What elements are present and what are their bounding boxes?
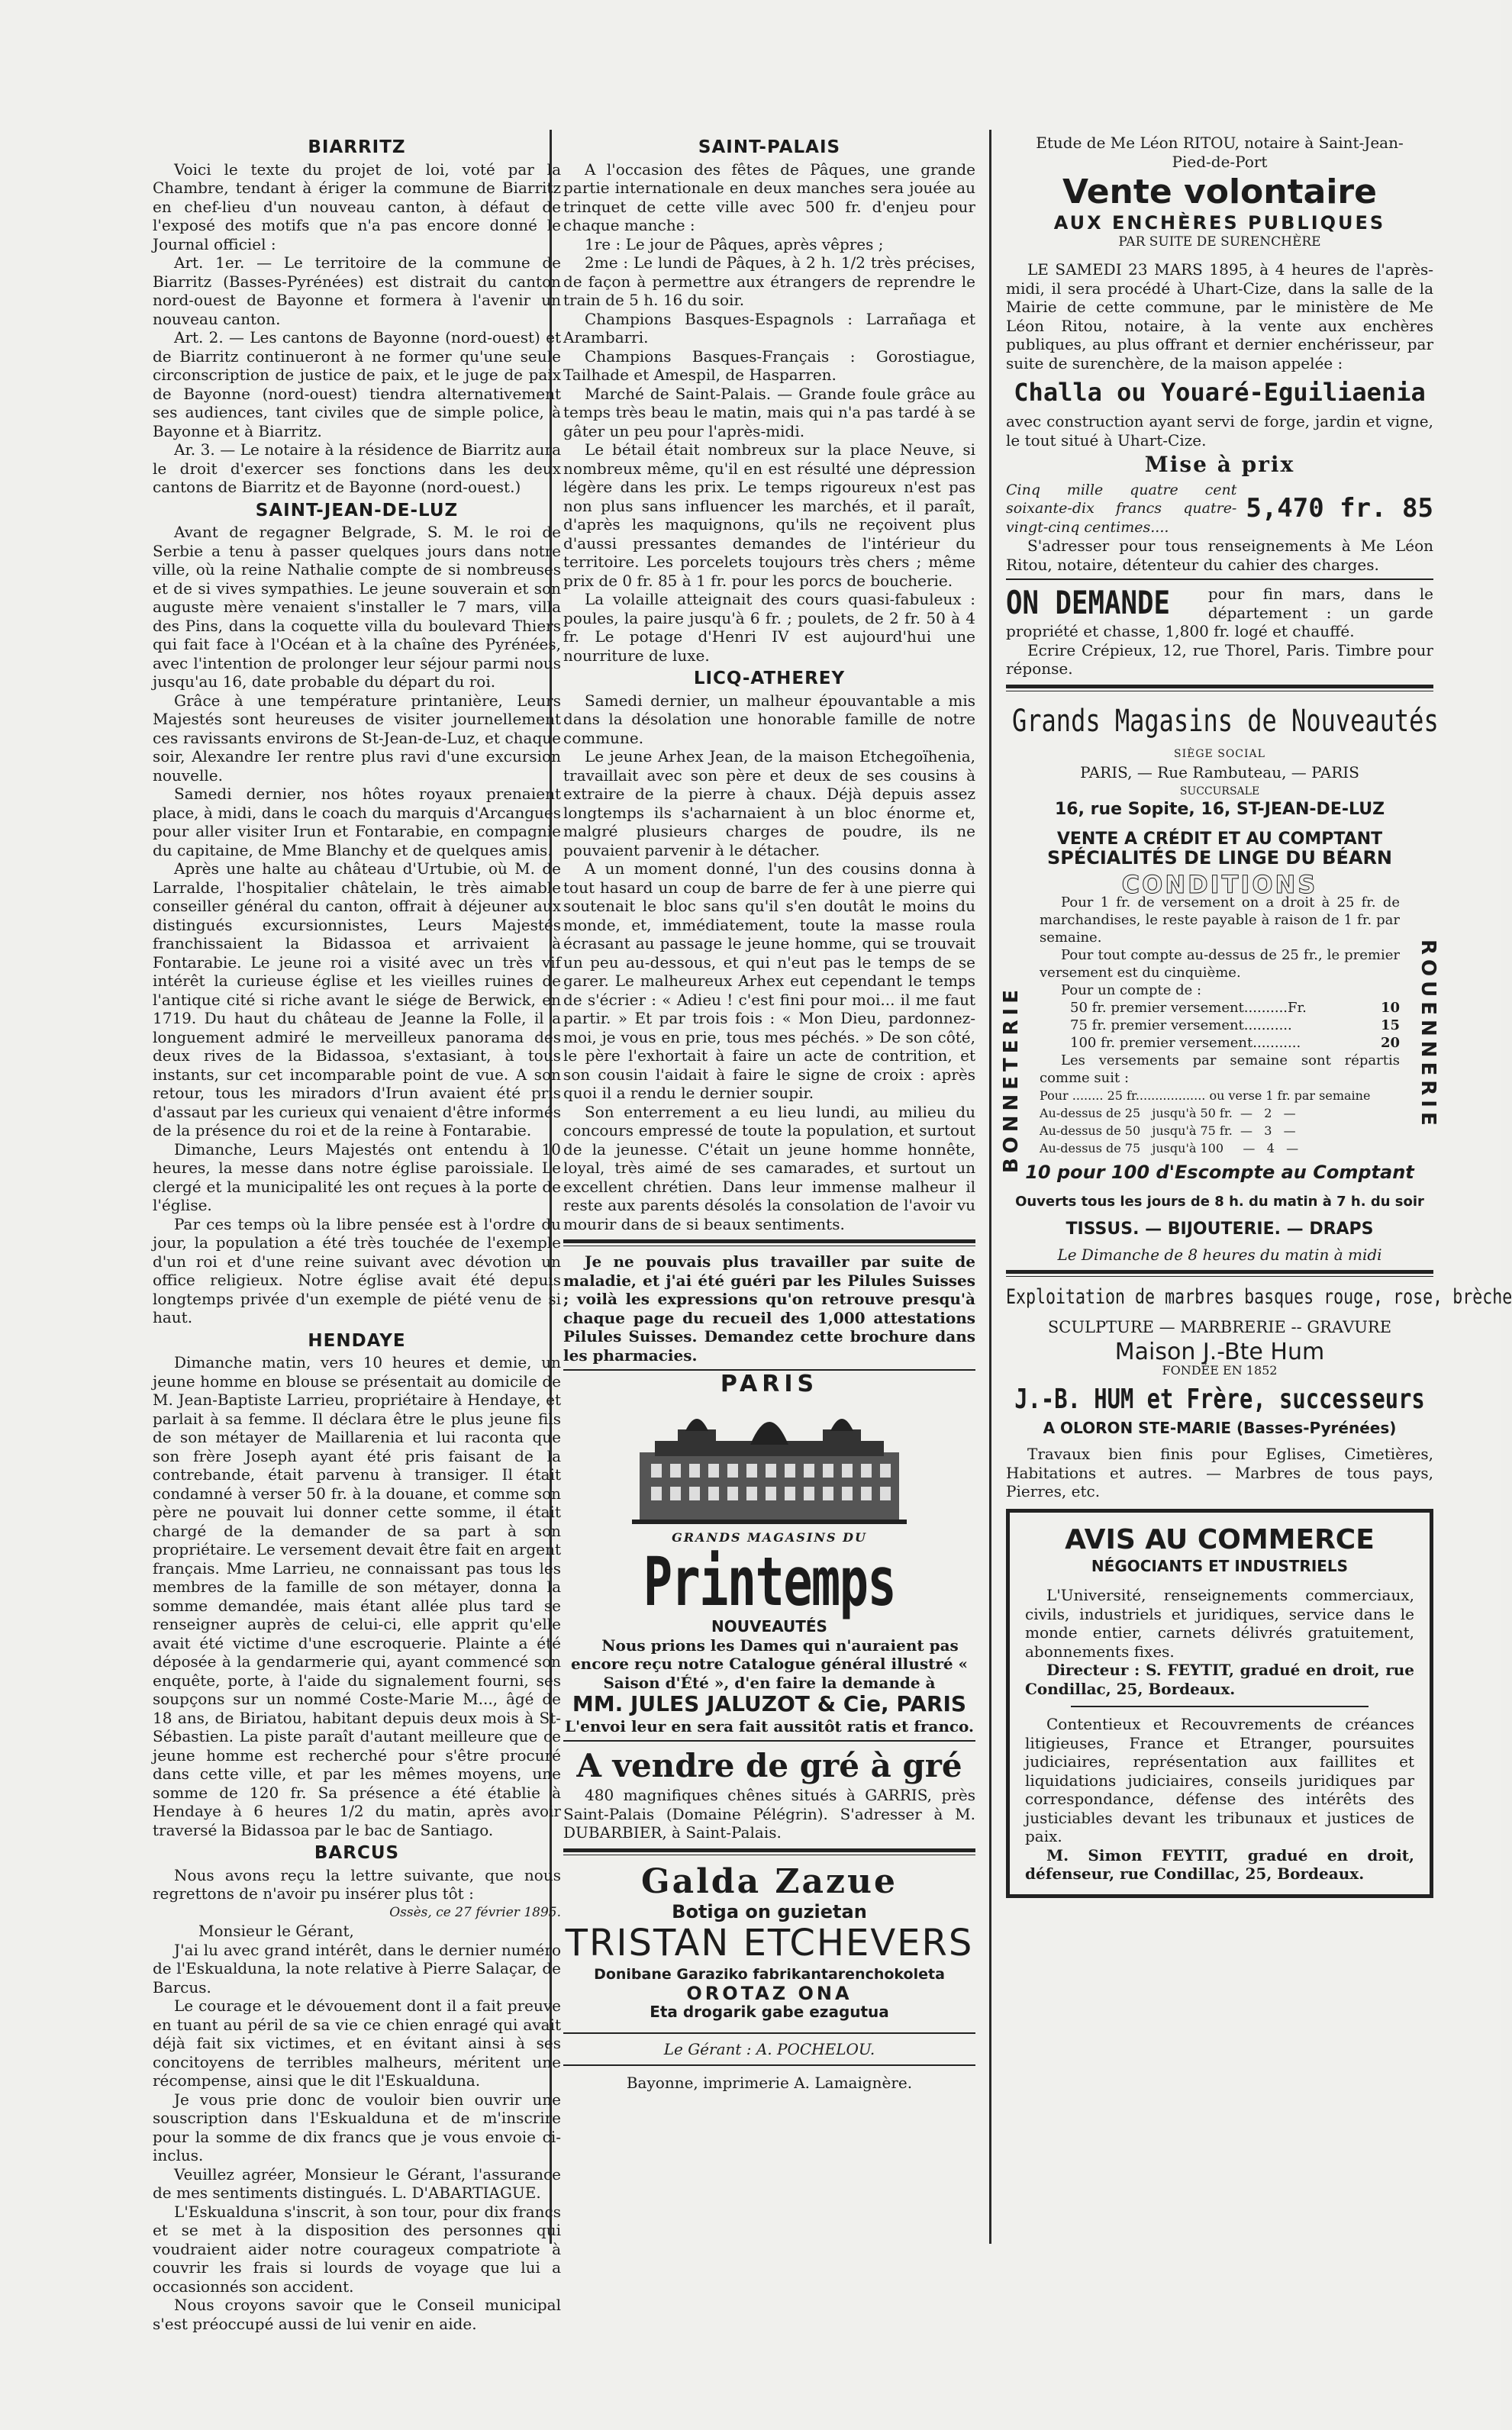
ad-tissus: TISSUS. — BIJOUTERIE. — DRAPS bbox=[1065, 1220, 1374, 1239]
column-2 bbox=[563, 134, 975, 2240]
ad-text: Contentieux et Recouvrements de créances litigieuses, France et Etranger, poursuites judiciaires, représentation aux faillites et liquidations judiciaires, conseils juridiques par correspondance, défense des intérêts des justiciables devant les tribunaux et justices de paix. bbox=[1025, 1715, 1414, 1845]
paragraph: Voici le texte du projet de loi, voté par la Chambre, tendant à ériger la commune de Biarritz en chef-lieu d'un nouveau canton, à défaut de l'exposé des motifs que n'a pas encore donné le Journal officiel : bbox=[153, 160, 561, 253]
price-value: 5,470 fr. 85 bbox=[1246, 493, 1433, 524]
paragraph: Le bétail était nombreux sur la place Neuve, si nombreux même, qu'il en est résulté une dépression légère dans les prix. Le temps rigoureux n'est pas non plus sans influencer les marchés, et il paraît, d'après les maquignons, qu'ils ne reçoivent plus d'aussi pressantes demandes de l'intérieur du territoire. Les porcelets toujours très chers ; même prix de 0 fr. 85 à 1 fr. pour les porcs de boucherie. bbox=[563, 440, 975, 590]
schedule-row: Au-dessus de 50 jusqu'à 75 fr. — 3 — bbox=[1040, 1123, 1296, 1138]
ad-text: pour fin mars, dans le département : un garde propriété et chasse, 1,800 fr. logé et chauffé. bbox=[1006, 585, 1433, 640]
paragraph: Avant de regagner Belgrade, S. M. le roi de Serbie a tenu à passer quelques jours dans notre ville, où la reine Nathalie compte de si nombreuses et de si vives sympathies. Le jeune souverain et son auguste mère venaient s'installer le 7 mars, villa des Pins, dans la coquette villa du boulevard Thiers qui fait face à l'Océan et à la chaîne des Pyrénées, avec l'intention de prolonger leur séjour parmi nous jusqu'au 16, date probable du départ du roi. bbox=[153, 523, 561, 691]
paragraph: Après une halte au château d'Urtubie, où M. de Larralde, l'hospitalier châtelain, le très aimable conseiller général du canton, offrait à déjeuner aux distingués excursionnistes, Leurs Majestés franchissaient la Bidassoa et arrivaient à Fontarabie. Le jeune roi a visité avec un très vif intérêt la curieuse église et les vieilles ruines de l'antique cité si riche avant le siége de Berwick, en 1719. Du haut du château de Jeanne la Folle, il a longuement admiré le merveilleux panorama des deux rives de la Bidassoa, s'extasiant, à tous instants, sur cet incomparable point de vue. A son retour, tous les miradors d'Irun avaient été pris d'assaut par les curieux qui venaient d'être informés de la présence du roi et de la reine à Fontarabie. bbox=[153, 859, 561, 1139]
paragraph: Veuillez agréer, Monsieur le Gérant, l'assurance de mes sentiments distingués. L. D'ABARTIAGUE. bbox=[153, 2164, 561, 2202]
ad-subtitle: NÉGOCIANTS ET INDUSTRIELS bbox=[1091, 1556, 1349, 1575]
paragraph: Nous avons reçu la lettre suivante, que nous regrettons de n'avoir pu insérer plus tôt : bbox=[153, 1865, 561, 1903]
section-heading: BARCUS bbox=[314, 1843, 400, 1863]
price-text: Cinq mille quatre cent soixante-dix francs quatre-vingt-cinq centimes.... bbox=[1006, 481, 1237, 536]
paragraph: A un moment donné, l'un des cousins donna à tout hasard un coup de barre de fer à une pierre qui soutenait le bloc sans qu'il s'en doutât le moins du monde, et, immédiatement, toute la masse roula écrasant au passage le jeune homme, qui se trouvait un peu au-dessous, et qui n'eut pas le temps de se garer. Le malheureux Arhex eut cependant le temps de s'écrier : « Adieu ! c'est fini pour moi... il me faut partir. » Et par trois fois : « Mon Dieu, pardonnez-moi, je vous en prie, tous mes péchés. » De son côté, le père l'exhortait à faire un acte de contrition, et son cousin l'aidait à faire le signe de croix : après quoi il a rendu le dernier soupir. bbox=[563, 859, 975, 1102]
double-rule bbox=[1006, 685, 1433, 691]
paragraph: Le jeune Arhex Jean, de la maison Etchegoïhenia, travaillait avec son père et deux de ses cousins à extraire de la pierre à chaux. Déjà depuis assez longtemps ils s'acharnaient à un bloc énorme et, malgré plusieurs charges de poudre, ils ne pouvaient parvenir à le détacher. bbox=[563, 747, 975, 859]
ad-banner: GRANDS MAGASINS DU bbox=[672, 1529, 867, 1545]
column-3 bbox=[1000, 134, 1512, 2309]
ad-line: Eta drogarik gabe ezagutua bbox=[650, 2003, 889, 2021]
ad-succ: J.-B. HUM et Frère, successeurs bbox=[1014, 1383, 1425, 1415]
ad-text: 480 magnifiques chênes situés à GARRIS, près Saint-Palais (Domaine Pélégrin). S'adresser à M. DUBARBIER, à Saint-Palais. bbox=[563, 1786, 975, 1842]
vertical-label-left: BONNETERIE bbox=[1000, 985, 1023, 1174]
ad-text: LE SAMEDI 23 MARS 1895, à 4 heures de l'après-midi, il sera procédé à Uhart-Cize, dans la salle de la Mairie de cette commune, par le ministère de Me Léon Ritou, notaire, à la vente aux enchères publiques, au plus offrant et dernier enchérisseur, par suite de surenchère, de la maison appelée : bbox=[1006, 260, 1433, 372]
condition: Pour un compte de : bbox=[1061, 982, 1202, 998]
ad-title: ON DEMANDE bbox=[1006, 584, 1170, 621]
paragraph: Marché de Saint-Palais. — Grande foule grâce au temps très beau le matin, mais qui n'a pas tardé à se gâter un peu pour l'après-midi. bbox=[563, 384, 975, 440]
divider bbox=[1071, 1706, 1369, 1707]
column-1 bbox=[153, 134, 561, 2333]
paragraph: Champions Basques-Espagnols : Larrañaga et Arambarri. bbox=[563, 309, 975, 346]
ad-line: SCULPTURE — MARBRERIE -- GRAVURE bbox=[1047, 1318, 1392, 1336]
ad-title: A vendre de gré à gré bbox=[576, 1747, 962, 1784]
salutation: Monsieur le Gérant, bbox=[198, 1922, 354, 1940]
ad-text: M. Simon FEYTIT, gradué en droit, défenseur, rue Condillac, 25, Bordeaux. bbox=[1025, 1845, 1414, 1883]
ad-maison: Challa ou Youaré-Eguiliaenia bbox=[1014, 378, 1426, 407]
ad-spec: SPÉCIALITÉS DE LINGE DU BÉARN bbox=[1046, 847, 1393, 869]
ad-text: Directeur : S. FEYTIT, gradué en droit, rue Condillac, 25, Bordeaux. bbox=[1025, 1661, 1414, 1698]
section-heading: SAINT-PALAIS bbox=[698, 137, 841, 157]
schedule-row: Au-dessus de 25 jusqu'à 50 fr. — 2 — bbox=[1040, 1106, 1296, 1120]
ad-text: Nous prions les Dames qui n'auraient pas encore reçu notre Catalogue général illustré « Saison d'Été », d'en faire la demande à bbox=[570, 1636, 969, 1692]
ad-etude: Etude de Me Léon RITOU, notaire à Saint-Jean-Pied-de-Port bbox=[1036, 134, 1404, 171]
payment-row: 100 fr. premier versement........... 20 bbox=[1070, 1035, 1400, 1051]
ad-title: Vente volontaire bbox=[1062, 172, 1377, 211]
ad-location: A OLORON STE-MARIE (Basses-Pyrénées) bbox=[1043, 1418, 1397, 1437]
ad-address: 16, rue Sopite, 16, ST-JEAN-DE-LUZ bbox=[1054, 800, 1385, 819]
ad-title: Grands Magasins de Nouveautés bbox=[1012, 703, 1439, 739]
ad-mise: Mise à prix bbox=[1144, 452, 1295, 477]
ad-city: PARIS bbox=[720, 1371, 819, 1397]
avis-box bbox=[1006, 1509, 1433, 1898]
ad-brand: TRISTAN ETCHEVERS bbox=[565, 1922, 974, 1964]
paragraph: Grâce à une température printanière, Leurs Majestés sont heureuses de visiter journellement ces ravissants environs de St-Jean-de-Luz, et chaque soir, Alexandre Ier rentre plus ravi d'une excursion nouvelle. bbox=[153, 691, 561, 785]
schedule-row: Pour ........ 25 fr.................. ou verse 1 fr. par semaine bbox=[1040, 1088, 1371, 1103]
pilules-ad: Je ne pouvais plus travailler par suite de maladie, et j'ai été guéri par les Pilules Suisses ; voilà les expressions qu'on retrouve presqu'à chaque page du recueil des 1,000 attestations Pilules Suisses. Demandez cette brochure dans les pharmacies. bbox=[563, 1252, 975, 1365]
paragraph: Par ces temps où la libre pensée est à l'ordre du jour, la population a été très touchée de l'exemple d'un roi et d'une reine suivant avec dévotion un office religieux. Notre église avait été depuis longtemps privée d'un exemple de piété venu de si haut. bbox=[153, 1214, 561, 1326]
ad-line: Botiga on guzietan bbox=[672, 1900, 867, 1922]
paragraph: Samedi dernier, un malheur épouvantable a mis dans la désolation une honorable famille de notre commune. bbox=[563, 691, 975, 747]
divider bbox=[563, 1740, 975, 1742]
ad-title: Galda Zazue bbox=[641, 1861, 898, 1901]
divider bbox=[563, 2064, 975, 2066]
paragraph: Je vous prie donc de vouloir bien ouvrir une souscription dans l'Eskualduna et de m'inscrire pour la somme de dix francs que je vous envoie ci-inclus. bbox=[153, 2090, 561, 2164]
paragraph: Dimanche matin, vers 10 heures et demie, un jeune homme en blouse se présentait au domicile de M. Jean-Baptiste Larrieu, propriétaire à Hendaye, et parlait à sa femme. Il déclara être le plus jeune fils de son métayer de Maillarenia et lui raconta que son frère Joseph ayant été pris faisant de la contrebande, était parvenu à transiger. Il était condamné à verser 50 fr. à la douane, et comme son père ne pouvait lui donner cette somme, il était chargé de la demander de sa part à son propriétaire. Le versement devait être fait en argent français. Mme Larrieu, ne connaissant pas tous les membres de la famille de son métayer, donna la somme demandée, mais étant allée plus tard se renseigner auprès de celui-ci, elle apprit qu'elle avait été victime d'une escroquerie. Plainte a été déposée à la gendarmerie qui, ayant commencé son enquête, porte, à l'aide du signalement fourni, ses soupçons sur un nommé Coste-Marie M..., âgé de 18 ans, de Biriatou, habitant depuis deux mois à St-Sébastien. La piste paraît d'autant meilleure que ce jeune homme est recherché pour s'être procuré dans cette ville, et par les mêmes moyens, une somme de 120 fr. Sa présence a été établie à Hendaye à 6 heures 1/2 du matin, après avoir traversé la Bidassoa par le bac de Santiago. bbox=[153, 1353, 561, 1839]
ad-text: L'Université, renseignements commerciaux, civils, industriels et juridiques, service dans le monde entier, carnets délivrés gratuitement, abonnements fixes. bbox=[1025, 1586, 1414, 1661]
paragraph: Art. 2. — Les cantons de Bayonne (nord-ouest) et de Biarritz continueront à ne former qu'une seule circonscription de justice de paix, et le juge de paix de Bayonne (nord-ouest) tiendra alternativement ses audiences, tant civiles que de simple police, à Bayonne et à Biarritz. bbox=[153, 328, 561, 440]
payment-row: 75 fr. premier versement........... 15 bbox=[1070, 1017, 1400, 1033]
department-store-illustration bbox=[624, 1399, 914, 1529]
column-divider bbox=[989, 130, 991, 2244]
vertical-label-right: ROUENNERIE bbox=[1417, 939, 1439, 1130]
paragraph: Art. 1er. — Le territoire de la commune de Biarritz (Basses-Pyrénées) est distrait du canton nord-ouest de Bayonne et formera à l'avenir un nouveau canton. bbox=[153, 253, 561, 328]
ad-maison: Maison J.-Bte Hum bbox=[1114, 1338, 1325, 1365]
condition: Les versements par semaine sont répartis comme suit : bbox=[1040, 1052, 1400, 1086]
letter-date: Ossès, ce 27 février 1895. bbox=[389, 1904, 561, 1920]
ad-firm: MM. JULES JALUZOT & Cie, PARIS bbox=[572, 1691, 967, 1716]
ad-line: Donibane Garaziko fabrikantarenchokoleta bbox=[594, 1966, 945, 1983]
section-heading: SAINT-JEAN-DE-LUZ bbox=[255, 500, 459, 520]
paragraph: Ar. 3. — Le notaire à la résidence de Biarritz aura le droit d'exercer ses fonctions dans les deux cantons de Biarritz et de Bayonne (nord-ouest.) bbox=[153, 440, 561, 496]
section-heading: HENDAYE bbox=[308, 1330, 406, 1351]
vendre-ad bbox=[563, 1746, 975, 1842]
printemps-ad bbox=[563, 1371, 975, 1735]
condition: Pour 1 fr. de versement on a droit à 25 fr. de marchandises, le reste payable à raison de 1 fr. par semaine. bbox=[1040, 894, 1400, 946]
section-heading: LICQ-ATHEREY bbox=[693, 669, 846, 688]
ad-adresse: S'adresser pour tous renseignements à Me Léon Ritou, notaire, détenteur du cahier des charges. bbox=[1006, 537, 1433, 574]
price-row bbox=[1006, 481, 1433, 537]
ad-hours: Ouverts tous les jours de 8 h. du matin à 7 h. du soir bbox=[1015, 1193, 1424, 1210]
paragraph: Samedi dernier, nos hôtes royaux prenaient place, à midi, dans le coach du marquis d'Arcangues pour aller visiter Irun et Fontarabie, en compagnie du capitaine, de Mme Blanchy et de quelques amis. bbox=[153, 785, 561, 859]
paragraph: L'Eskualduna s'inscrit, à son tour, pour dix francs et se met à la disposition des personnes qui voudraient aider notre courageux compatriote à couvrir les frais si lourds de voyage que lui a occasionnés son accident. bbox=[153, 2202, 561, 2296]
paragraph: 1re : Le jour de Pâques, après vêpres ; bbox=[585, 234, 884, 253]
ad-subtitle: NOUVEAUTÉS bbox=[711, 1617, 827, 1636]
printer-line: Bayonne, imprimerie A. Lamaignère. bbox=[626, 2074, 913, 2092]
double-rule bbox=[563, 1239, 975, 1246]
ad-paris: PARIS, — Rue Rambuteau, — PARIS bbox=[1080, 763, 1359, 782]
paragraph: 2me : Le lundi de Pâques, à 2 h. 1/2 très précises, de façon à permettre aux étrangers de reprendre le train de 5 h. 16 du soir. bbox=[563, 253, 975, 309]
ad-text: Travaux bien finis pour Eglises, Cimetières, Habitations et autres. — Marbres de tous pays, Pierres, etc. bbox=[1006, 1445, 1433, 1500]
paragraph: J'ai lu avec grand intérêt, dans le dernier numéro de l'Eskualduna, la note relative à Pierre Salaçar, de Barcus. bbox=[153, 1940, 561, 1997]
ad-fondee: FONDÉE EN 1852 bbox=[1162, 1363, 1278, 1378]
galda-ad bbox=[563, 1861, 975, 2022]
paragraph: Son enterrement a eu lieu lundi, au milieu du concours empressé de toute la population, et surtout de la jeunesse. C'était un jeune homme honnête, loyal, très aimé de ses camarades, et surtout un excellent chrétien. Dans leur immense malheur il reste aux parents désolés la consolation de l'avoir vu mourir dans de si beaux sentiments. bbox=[563, 1102, 975, 1233]
schedule-row: Au-dessus de 75 jusqu'à 100 — 4 — bbox=[1040, 1141, 1299, 1155]
paragraph: La volaille atteignait des cours quasi-fabuleux : poules, la paire jusqu'à 6 fr. ; poulets, de 2 fr. 50 à 4 fr. Le potage d'Henri IV est aujourd'hui une nourriture de luxe. bbox=[563, 590, 975, 665]
double-rule bbox=[1006, 1270, 1433, 1277]
paragraph: Le courage et le dévouement dont il a fait preuve en tuant au péril de sa vie ce chien enragé qui avait déjà fait six victimes, et en évitant ainsi à ses concitoyens de terribles malheurs, méritent une récompense, ainsi que le dit l'Eskualduna. bbox=[153, 1997, 561, 2090]
ad-title: Exploitation de marbres basques rouge, rose, brèche bbox=[1006, 1285, 1512, 1309]
ad-title: AVIS AU COMMERCE bbox=[1065, 1523, 1375, 1555]
double-rule bbox=[563, 1848, 975, 1855]
ad-conditions: CONDITIONS bbox=[1121, 869, 1318, 899]
ad-escompte: 10 pour 100 d'Escompte au Comptant bbox=[1025, 1162, 1414, 1183]
demande-ad bbox=[1006, 585, 1433, 678]
divider bbox=[1006, 578, 1433, 580]
paragraph: Nous croyons savoir que le Conseil municipal s'est préoccupé aussi de lui venir en aide. bbox=[153, 2296, 561, 2333]
section-heading: BIARRITZ bbox=[308, 137, 406, 157]
ad-tail: L'envoi leur en sera fait aussitôt ratis et franco. bbox=[564, 1716, 974, 1735]
ad-store-name: Printemps bbox=[643, 1542, 896, 1621]
paragraph: A l'occasion des fêtes de Pâques, une grande partie internationale en deux manches sera jouée au trinquet de cette ville avec 500 fr. d'enjeu pour chaque manche : bbox=[563, 160, 975, 234]
ad-siege: SIÈGE SOCIAL bbox=[1174, 747, 1265, 760]
magasins-ad bbox=[1000, 698, 1439, 1265]
ad-text-2: Ecrire Crépieux, 12, rue Thorel, Paris. Timbre pour réponse. bbox=[1006, 640, 1433, 678]
gerant-line: Le Gérant : A. POCHELOU. bbox=[663, 2039, 875, 2058]
ad-subtitle-2: PAR SUITE DE SURENCHÈRE bbox=[1118, 234, 1321, 250]
divider bbox=[563, 2032, 975, 2034]
ad-dimanche: Le Dimanche de 8 heures du matin à midi bbox=[1057, 1245, 1382, 1264]
ad-subtitle: AUX ENCHÈRES PUBLIQUES bbox=[1053, 212, 1386, 234]
ad-desc: avec construction ayant servi de forge, jardin et vigne, le tout situé à Uhart-Cize. bbox=[1006, 412, 1433, 450]
paragraph: Champions Basques-Français : Gorostiague, Tailhade et Amespil, de Hasparren. bbox=[563, 346, 975, 384]
payment-row: 50 fr. premier versement..........Fr. 10 bbox=[1070, 1000, 1400, 1016]
ad-succursale: SUCCURSALE bbox=[1179, 785, 1260, 798]
vente-ad bbox=[1006, 134, 1433, 574]
ad-line: OROTAZ ONA bbox=[686, 1982, 853, 2004]
condition: Pour tout compte au-dessus de 25 fr., le premier versement est du cinquième. bbox=[1040, 947, 1400, 981]
marbres-ad bbox=[1006, 1283, 1512, 1501]
paragraph: Dimanche, Leurs Majestés ont entendu à 10 heures, la messe dans notre église paroissiale. Le clergé et la municipalité les ont reçues à la porte de l'église. bbox=[153, 1139, 561, 1214]
ad-vente: VENTE A CRÉDIT ET AU COMPTANT bbox=[1056, 829, 1383, 849]
